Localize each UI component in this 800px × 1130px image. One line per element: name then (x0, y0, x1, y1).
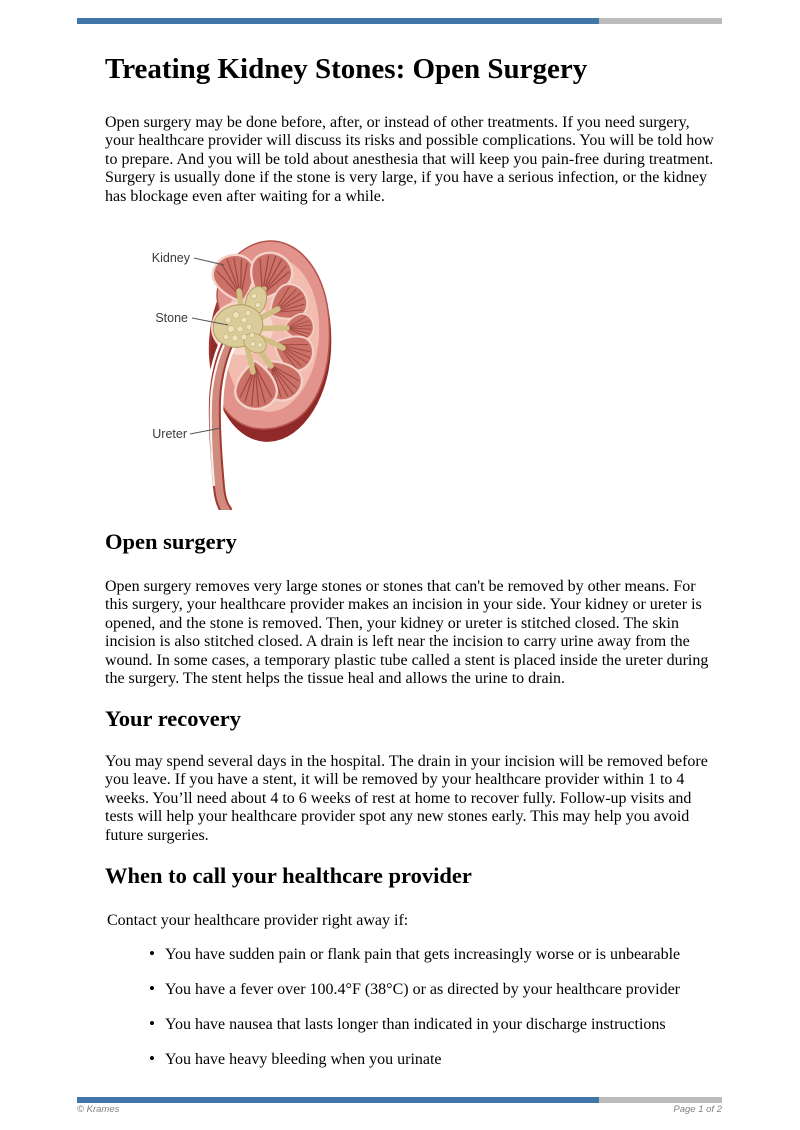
stone-label: Stone (155, 311, 188, 325)
warning-signs-list (105, 946, 717, 1086)
when-to-call-lead: Contact your healthcare provider right away if: (107, 912, 409, 929)
header-accent-bar (77, 18, 722, 24)
list-item: • You have sudden pain or flank pain that gets increasingly worse or is unbearable (105, 946, 717, 964)
ureter-tube (211, 333, 233, 510)
header-bar-gray-segment (599, 18, 722, 24)
open-surgery-paragraph: Open surgery removes very large stones or stones that can't be removed by other means. For this surgery, your healthcare provider makes an incision in your side. Your kidney or ureter is opened, and the stone is removed. Then, your kidney or ureter is stitched closed. The skin incision is also stitched closed. A drain is left near the incision to carry urine away from the wound. In some cases, a temporary plastic tube called a stent is placed inside the ureter during the surgery. The stent helps the tissue heal and allows the urine to drain. (105, 578, 709, 688)
your-recovery-paragraph: You may spend several days in the hospital. The drain in your incision will be removed before you leave. If you have a stent, it will be removed by your healthcare provider within 1 to 4 weeks. You’ll need about 4 to 6 weeks of rest at home to recover fully. Follow-up visits and tests will help your healthcare provider spot any new stones early. This may help you avoid future surgeries. (105, 753, 708, 844)
list-item: • You have heavy bleeding when you urinate (105, 1051, 717, 1069)
page-number: Page 1 of 2 (673, 1104, 722, 1115)
copyright-text: © Krames (77, 1104, 120, 1115)
kidney-label: Kidney (151, 251, 190, 265)
section-heading-when-to-call: When to call your healthcare provider (105, 863, 472, 888)
section-heading-your-recovery: Your recovery (105, 706, 241, 731)
footer-accent-bar (77, 1097, 722, 1103)
page-title: Treating Kidney Stones: Open Surgery (105, 53, 588, 85)
list-item: • You have nausea that lasts longer than indicated in your discharge instructions (105, 1016, 717, 1034)
list-item: • You have a fever over 100.4°F (38°C) or as directed by your healthcare provider (105, 981, 717, 999)
section-heading-open-surgery: Open surgery (105, 529, 237, 554)
kidney-illustration (120, 225, 420, 510)
ureter-label: Ureter (152, 427, 187, 441)
intro-paragraph: Open surgery may be done before, after, or instead of other treatments. If you need surgery, your healthcare provider will discuss its risks and possible complications. You will be told how to prepare. And you will be told about anesthesia that will keep you pain-free during treatment. Surgery is usually done if the stone is very large, if you have a serious infection, or the kidney has blockage even after waiting for a while. (105, 114, 714, 205)
header-bar-blue-segment (77, 18, 599, 24)
footer-bar-gray-segment (599, 1097, 722, 1103)
footer-bar-blue-segment (77, 1097, 599, 1103)
